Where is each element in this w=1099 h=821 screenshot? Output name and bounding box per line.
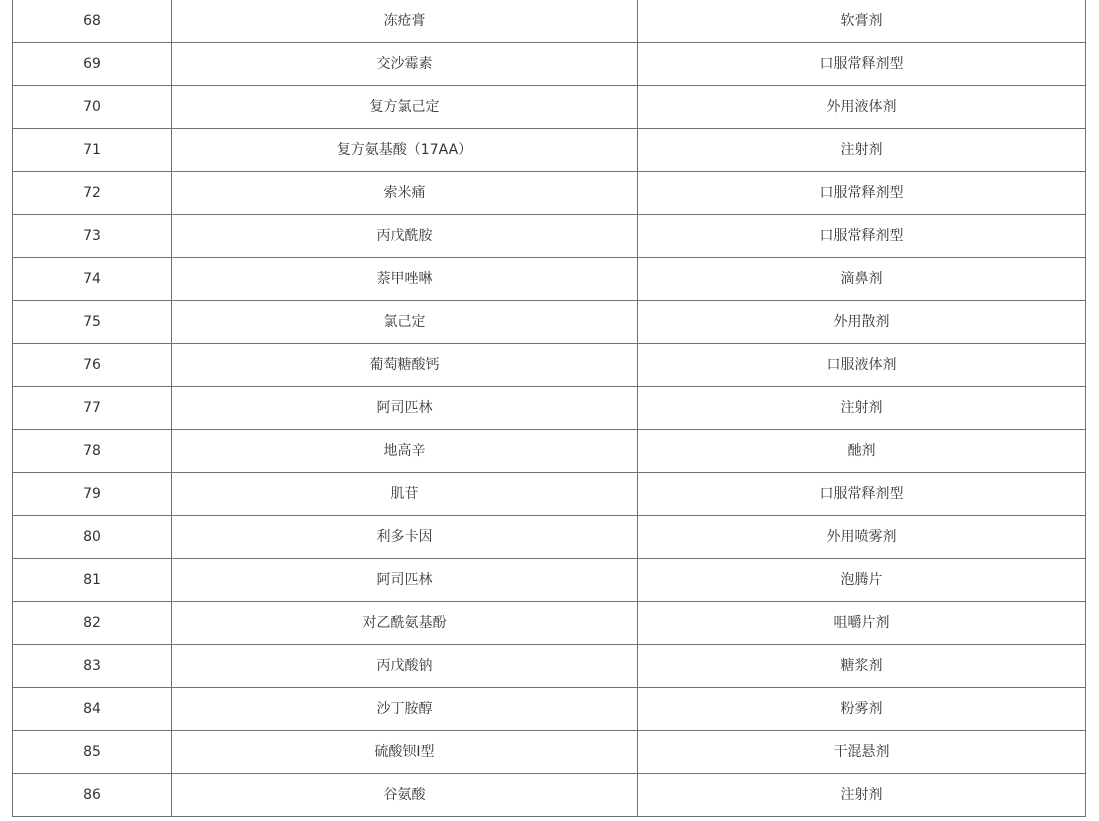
drug-name-cell: 萘甲唑啉 (172, 258, 638, 301)
table-row (13, 43, 1086, 86)
drug-name-cell: 沙丁胺醇 (172, 688, 638, 731)
dosage-form-cell: 外用液体剂 (638, 86, 1086, 129)
drug-table-body (13, 0, 1086, 817)
row-number-cell: 78 (13, 430, 172, 473)
dosage-form-cell: 口服常释剂型 (638, 172, 1086, 215)
table-row (13, 258, 1086, 301)
row-number-cell: 86 (13, 774, 172, 817)
row-number-cell: 74 (13, 258, 172, 301)
table-row (13, 215, 1086, 258)
dosage-form-cell: 注射剂 (638, 129, 1086, 172)
drug-name-cell: 冻疮膏 (172, 0, 638, 43)
dosage-form-cell: 口服常释剂型 (638, 43, 1086, 86)
row-number-cell: 82 (13, 602, 172, 645)
dosage-form-cell: 酏剂 (638, 430, 1086, 473)
table-row (13, 344, 1086, 387)
table-row (13, 172, 1086, 215)
dosage-form-cell: 口服常释剂型 (638, 473, 1086, 516)
table-row (13, 301, 1086, 344)
table-row (13, 516, 1086, 559)
row-number-cell: 70 (13, 86, 172, 129)
drug-name-cell: 葡萄糖酸钙 (172, 344, 638, 387)
table-row (13, 559, 1086, 602)
table-row (13, 731, 1086, 774)
table-row (13, 688, 1086, 731)
drug-name-cell: 复方氨基酸（17AA） (172, 129, 638, 172)
row-number-cell: 73 (13, 215, 172, 258)
table-row (13, 430, 1086, 473)
drug-name-cell: 地高辛 (172, 430, 638, 473)
row-number-cell: 75 (13, 301, 172, 344)
dosage-form-cell: 粉雾剂 (638, 688, 1086, 731)
drug-name-cell: 肌苷 (172, 473, 638, 516)
drug-name-cell: 氯己定 (172, 301, 638, 344)
dosage-form-cell: 外用喷雾剂 (638, 516, 1086, 559)
row-number-cell: 85 (13, 731, 172, 774)
dosage-form-cell: 泡腾片 (638, 559, 1086, 602)
row-number-cell: 84 (13, 688, 172, 731)
drug-table (12, 0, 1086, 817)
dosage-form-cell: 注射剂 (638, 387, 1086, 430)
row-number-cell: 71 (13, 129, 172, 172)
dosage-form-cell: 软膏剂 (638, 0, 1086, 43)
row-number-cell: 72 (13, 172, 172, 215)
row-number-cell: 80 (13, 516, 172, 559)
table-row (13, 129, 1086, 172)
drug-name-cell: 谷氨酸 (172, 774, 638, 817)
drug-name-cell: 阿司匹林 (172, 387, 638, 430)
row-number-cell: 83 (13, 645, 172, 688)
drug-name-cell: 交沙霉素 (172, 43, 638, 86)
table-row (13, 387, 1086, 430)
dosage-form-cell: 外用散剂 (638, 301, 1086, 344)
row-number-cell: 79 (13, 473, 172, 516)
drug-name-cell: 对乙酰氨基酚 (172, 602, 638, 645)
dosage-form-cell: 注射剂 (638, 774, 1086, 817)
drug-name-cell: 索米痛 (172, 172, 638, 215)
drug-table-container (12, 0, 1086, 817)
table-row (13, 645, 1086, 688)
dosage-form-cell: 咀嚼片剂 (638, 602, 1086, 645)
dosage-form-cell: 干混悬剂 (638, 731, 1086, 774)
dosage-form-cell: 口服常释剂型 (638, 215, 1086, 258)
table-row (13, 602, 1086, 645)
row-number-cell: 69 (13, 43, 172, 86)
drug-name-cell: 丙戊酰胺 (172, 215, 638, 258)
drug-name-cell: 阿司匹林 (172, 559, 638, 602)
dosage-form-cell: 口服液体剂 (638, 344, 1086, 387)
table-row (13, 774, 1086, 817)
table-row (13, 86, 1086, 129)
drug-name-cell: 复方氯己定 (172, 86, 638, 129)
row-number-cell: 76 (13, 344, 172, 387)
dosage-form-cell: 滴鼻剂 (638, 258, 1086, 301)
drug-name-cell: 硫酸钡Ⅰ型 (172, 731, 638, 774)
row-number-cell: 68 (13, 0, 172, 43)
table-row (13, 0, 1086, 43)
row-number-cell: 77 (13, 387, 172, 430)
table-row (13, 473, 1086, 516)
row-number-cell: 81 (13, 559, 172, 602)
dosage-form-cell: 糖浆剂 (638, 645, 1086, 688)
drug-name-cell: 利多卡因 (172, 516, 638, 559)
drug-name-cell: 丙戊酸钠 (172, 645, 638, 688)
